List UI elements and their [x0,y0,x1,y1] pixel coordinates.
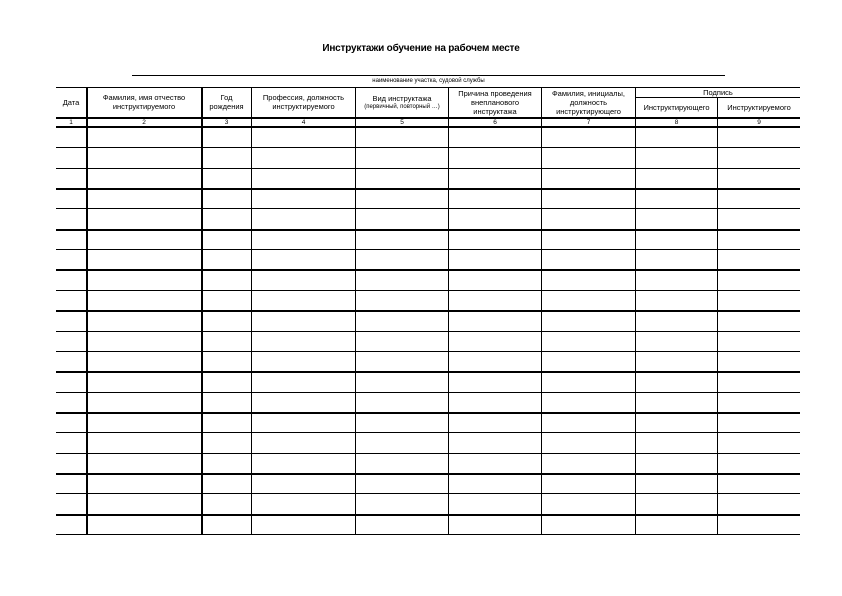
header-birth-year: Год рождения [209,93,244,111]
column-separator [448,87,449,535]
table-row[interactable] [56,230,800,250]
header-full-name: Фамилия, имя отчество инструктируемого [102,93,186,111]
col-number-1: 1 [69,119,73,126]
column-separator [201,87,203,535]
table-row[interactable] [56,291,800,311]
table-row[interactable] [56,372,800,392]
col-number-6: 6 [493,119,497,126]
table-row[interactable] [56,433,800,453]
header-unscheduled-reason: Причина проведения внепланового инструктажа [458,88,532,116]
column-separator [635,87,636,535]
department-fill-line[interactable] [132,75,725,76]
header-instructor: Фамилия, инициалы, должность инструктирующего [551,88,626,116]
header-briefing-type [356,87,448,117]
row-border [56,534,800,535]
col-number-9: 9 [757,119,761,126]
table-row[interactable] [56,413,800,433]
header-date: Дата [62,97,80,107]
table-row[interactable] [56,454,800,474]
column-separator [541,87,542,535]
header-briefing-type-note: (первичный, повторный …) [364,103,440,110]
col-number-7: 7 [586,119,591,126]
header-bottom-border [56,117,800,119]
table-row[interactable] [56,474,800,494]
column-separator [251,87,252,535]
column-separator [355,87,356,535]
column-separator [717,97,718,535]
table-row[interactable] [56,189,800,209]
document-title: Инструктажи обучение на рабочем месте [322,43,520,54]
table-row[interactable] [56,209,800,229]
table-row[interactable] [56,270,800,290]
col-number-2: 2 [142,119,146,126]
department-caption: наименование участка, судовой службы [372,78,485,84]
header-signature-group: Подпись [703,88,733,97]
col-number-8: 8 [674,119,679,126]
table-row[interactable] [56,515,800,535]
table-row[interactable] [56,311,800,331]
table-row[interactable] [56,128,800,148]
table-row[interactable] [56,393,800,413]
table-row[interactable] [56,169,800,189]
table-row[interactable] [56,250,800,270]
table-row[interactable] [56,148,800,168]
header-briefing-type-label: Вид инструктажа [372,93,432,103]
column-separator [86,87,88,535]
table-row[interactable] [56,352,800,372]
header-signature-instructor: Инструктирующего [643,103,710,112]
signature-divider [636,97,800,98]
header-profession: Профессия, должность инструктируемого [262,93,345,111]
col-number-3: 3 [224,119,229,126]
col-number-4: 4 [301,119,306,126]
col-number-5: 5 [400,119,404,126]
table-row[interactable] [56,332,800,352]
header-signature-trainee: Инструктируемого [727,103,791,112]
table-row[interactable] [56,494,800,514]
